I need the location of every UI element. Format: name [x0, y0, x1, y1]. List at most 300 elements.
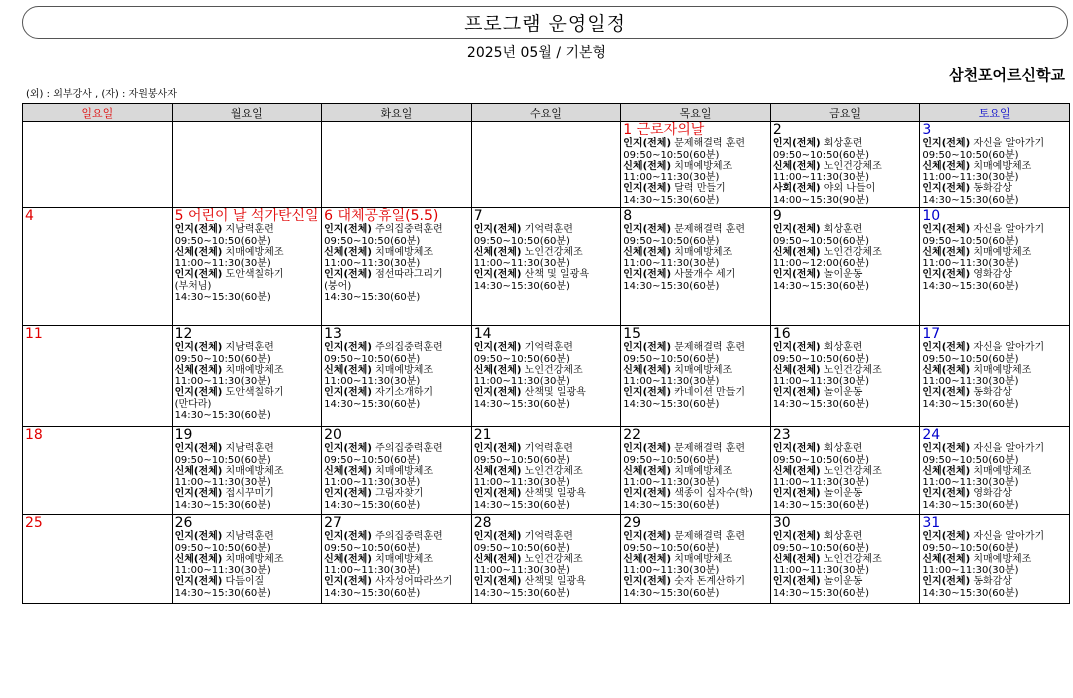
activity-item: [922, 269, 1067, 281]
activity-category: 신체(전체): [473, 364, 522, 376]
activity-time: 11:00~11:30(30분): [772, 565, 870, 576]
activity-time: 11:00~11:30(30분): [324, 258, 421, 269]
day-cell: [322, 515, 472, 604]
activity-category: 인지(전체): [174, 488, 223, 499]
activity-name: 노인건강체조: [823, 364, 882, 376]
day-cell: [23, 326, 173, 427]
day-cell: [23, 122, 173, 208]
activity-name: 놀이운동: [823, 488, 863, 499]
activity-time: 11:00~11:30(30분): [324, 477, 421, 488]
activity-name: 산책및 일광욕: [524, 576, 586, 587]
activity-name: 문제해결력 훈련: [674, 342, 746, 353]
activity-time: 11:00~11:30(30분): [174, 565, 271, 576]
activity-category: 인지(전체): [324, 488, 372, 499]
activity-item: [623, 443, 768, 455]
activity-category: 인지(전체): [623, 576, 672, 587]
activity-time: 11:00~11:30(30분): [473, 376, 570, 387]
day-number: 20: [324, 427, 342, 443]
activity-category: 신체(전체): [174, 364, 223, 376]
activity-name: 달력 만들기: [674, 183, 726, 194]
activity-name: 도안색칠하기(만다라): [174, 387, 284, 410]
activity-time: 11:00~11:30(30분): [922, 477, 1019, 488]
activity-time: 09:50~10:50(60분): [623, 235, 720, 247]
activity-category: 신체(전체): [922, 246, 971, 258]
activity-name: 회상훈련: [823, 342, 863, 353]
activity-category: 인지(전체): [324, 387, 372, 398]
activity-item: [623, 387, 768, 399]
day-cell: [621, 515, 771, 604]
activity-name: 주의집중력훈련: [375, 224, 443, 235]
activity-category: 신체(전체): [772, 465, 821, 477]
activity-item: [773, 138, 918, 150]
day-cell: [23, 208, 173, 326]
activity-item: [474, 488, 619, 500]
activity-time: 09:50~10:50(60분): [623, 149, 720, 161]
activity-category: 신체(전체): [623, 246, 672, 258]
activity-item: [922, 488, 1067, 500]
activity-item: [474, 576, 619, 588]
activity-category: 신체(전체): [473, 553, 522, 565]
holiday-label: 근로자의날: [636, 122, 705, 138]
day-cell: [920, 122, 1070, 208]
activity-category: 인지(전체): [922, 531, 971, 542]
activity-category: 인지(전체): [922, 269, 971, 280]
week-row: [23, 427, 1070, 515]
activity-time: 09:50~10:50(60분): [922, 353, 1019, 365]
activity-time: 11:00~11:30(30분): [922, 565, 1019, 576]
day-header: [922, 327, 1067, 342]
activity-item: [474, 443, 619, 455]
activity-name: 야외 나들이: [823, 183, 876, 194]
page-title: 프로그램 운영일정: [464, 13, 626, 35]
day-number: 23: [772, 427, 791, 443]
activity-name: 그림자찾기: [375, 488, 424, 499]
activity-item: [922, 183, 1067, 195]
activity-name: 기억력훈련: [524, 443, 573, 454]
activity-time: 11:00~11:30(30분): [473, 258, 570, 269]
activity-item: [175, 387, 320, 410]
day-number: 5: [174, 208, 184, 224]
activity-item: [324, 247, 469, 259]
activity-time: 11:00~11:30(30분): [623, 565, 720, 576]
activity-item: [324, 224, 469, 236]
activity-time: 09:50~10:50(60분): [324, 353, 421, 365]
activity-item: [175, 576, 320, 588]
activity-category: 신체(전체): [922, 364, 971, 376]
day-cell: [621, 427, 771, 515]
activity-category: 신체(전체): [324, 553, 372, 565]
activity-item: [175, 342, 320, 354]
day-cell: [322, 326, 472, 427]
activity-category: 인지(전체): [623, 138, 672, 149]
activity-name: 주의집중력훈련: [375, 443, 443, 454]
activity-name: 산책 및 일광욕: [524, 269, 589, 280]
day-cell: [172, 427, 322, 515]
activity-time: 14:30~15:30(60분): [623, 587, 720, 599]
activity-time: 14:30~15:30(60분): [174, 292, 271, 303]
activity-time: 11:00~11:30(30분): [922, 258, 1019, 269]
activity-category: 인지(전체): [623, 269, 672, 280]
activity-item: [623, 138, 768, 150]
day-cell: [23, 427, 173, 515]
day-number: 15: [623, 326, 642, 342]
activity-item: [623, 576, 768, 588]
activity-category: 인지(전체): [324, 576, 372, 587]
activity-time: 14:30~15:30(60분): [174, 410, 271, 421]
activity-name: 지남력훈련: [225, 224, 274, 235]
activity-item: [922, 387, 1067, 399]
weekday-header: 목요일: [621, 104, 771, 122]
activity-name: 자신을 알아가기: [973, 342, 1045, 353]
weekday-header: 월요일: [172, 104, 322, 122]
activity-name: 점선따라그리기(붕어): [324, 269, 443, 292]
activity-time: 14:30~15:30(60분): [922, 398, 1019, 410]
activity-category: 인지(전체): [922, 576, 971, 587]
activity-name: 주의집중력훈련: [375, 531, 443, 542]
school-name: 삼천포어르신학교: [949, 66, 1065, 84]
activity-time: 11:00~11:30(30분): [473, 477, 570, 488]
activity-name: 사물개수 세기: [674, 269, 736, 280]
activity-category: 인지(전체): [772, 443, 821, 454]
calendar-table: [22, 103, 1070, 604]
activity-name: 기억력훈련: [524, 531, 573, 542]
activity-item: [474, 224, 619, 236]
activity-time: 14:30~15:30(60분): [324, 587, 421, 599]
activity-category: 신체(전체): [922, 465, 971, 477]
day-cell: [770, 208, 920, 326]
activity-item: [773, 443, 918, 455]
activity-time: 11:00~11:30(30분): [324, 376, 421, 387]
day-number: 7: [473, 208, 483, 224]
day-number: 11: [25, 326, 43, 342]
activity-time: 14:30~15:30(60분): [473, 499, 570, 511]
activity-category: 인지(전체): [473, 531, 522, 542]
activity-category: 인지(전체): [772, 387, 821, 398]
day-cell: [621, 208, 771, 326]
weekday-header: 화요일: [322, 104, 472, 122]
activity-name: 치매예방체조: [225, 364, 284, 376]
activity-time: 09:50~10:50(60분): [922, 235, 1019, 247]
activity-item: [175, 269, 320, 292]
activity-category: 인지(전체): [473, 224, 522, 235]
activity-time: 14:00~15:30(90분): [772, 194, 870, 206]
activity-category: 신체(전체): [473, 465, 522, 477]
activity-time: 14:30~15:30(60분): [772, 280, 870, 292]
activity-item: [175, 466, 320, 478]
day-number: 13: [324, 326, 342, 342]
activity-category: 인지(전체): [324, 269, 372, 280]
activity-name: 동화감상: [973, 387, 1012, 398]
day-cell: [471, 208, 621, 326]
activity-name: 치매예방체조: [375, 465, 434, 477]
day-number: 1: [623, 122, 633, 138]
activity-name: 놀이운동: [823, 269, 863, 280]
day-cell: [770, 515, 920, 604]
activity-time: 09:50~10:50(60분): [473, 353, 570, 365]
day-number: 17: [922, 326, 941, 342]
day-cell: [621, 326, 771, 427]
activity-name: 접시꾸미기: [225, 488, 274, 499]
day-header: [773, 123, 918, 138]
day-cell: [920, 326, 1070, 427]
activity-category: 인지(전체): [922, 443, 971, 454]
day-header: [324, 209, 469, 224]
activity-item: [623, 247, 768, 259]
activity-item: [623, 161, 768, 173]
activity-time: 14:30~15:30(60분): [772, 587, 870, 599]
activity-name: 치매예방체조: [375, 246, 434, 258]
activity-item: [922, 224, 1067, 236]
weekday-header: 수요일: [471, 104, 621, 122]
activity-name: 자신을 알아가기: [973, 224, 1045, 235]
day-cell: [172, 326, 322, 427]
day-cell: [920, 515, 1070, 604]
activity-item: [623, 554, 768, 566]
activity-time: 11:00~12:00(60분): [772, 258, 870, 269]
activity-time: 09:50~10:50(60분): [174, 454, 271, 466]
activity-category: 인지(전체): [473, 342, 522, 353]
activity-name: 치매예방체조: [375, 553, 434, 565]
activity-name: 자신을 알아가기: [973, 138, 1045, 149]
activity-category: 인지(전체): [324, 531, 372, 542]
activity-item: [175, 443, 320, 455]
activity-item: [324, 365, 469, 377]
activity-name: 놀이운동: [823, 387, 863, 398]
holiday-label: 어린이 날 석가탄신일: [187, 208, 319, 224]
weekday-header: 금요일: [770, 104, 920, 122]
day-cell: [770, 326, 920, 427]
activity-category: 인지(전체): [174, 443, 223, 454]
day-header: [175, 428, 320, 443]
activity-item: [474, 531, 619, 543]
activity-item: [922, 576, 1067, 588]
activity-time: 11:00~11:30(30분): [623, 477, 720, 488]
activity-time: 14:30~15:30(60분): [324, 398, 421, 410]
activity-item: [175, 365, 320, 377]
activity-time: 14:30~15:30(60분): [473, 280, 570, 292]
activity-category: 인지(전체): [772, 269, 821, 280]
activity-name: 치매예방체조: [674, 160, 733, 172]
activity-category: 신체(전체): [324, 465, 372, 477]
activity-category: 사회(전체): [772, 183, 821, 194]
activity-name: 노인건강체조: [823, 160, 882, 172]
activity-time: 09:50~10:50(60분): [473, 454, 570, 466]
activity-category: 신체(전체): [174, 553, 223, 565]
activity-name: 노인건강체조: [524, 465, 583, 477]
activity-item: [773, 576, 918, 588]
activity-item: [922, 365, 1067, 377]
activity-category: 인지(전체): [623, 387, 672, 398]
activity-name: 회상훈련: [823, 138, 863, 149]
day-header: [25, 327, 170, 342]
activity-name: 주의집중력훈련: [375, 342, 443, 353]
day-number: 14: [473, 326, 492, 342]
activity-time: 11:00~11:30(30분): [623, 376, 720, 387]
activity-category: 신체(전체): [324, 364, 372, 376]
day-header: [474, 428, 619, 443]
activity-name: 노인건강체조: [524, 553, 583, 565]
activity-name: 숫자 돈계산하기: [674, 576, 746, 587]
day-header: [922, 209, 1067, 224]
day-number: 25: [25, 515, 43, 531]
activity-time: 14:30~15:30(60분): [324, 292, 421, 303]
day-cell: [471, 122, 621, 208]
activity-category: 인지(전체): [623, 488, 672, 499]
day-number: 4: [25, 208, 34, 224]
activity-category: 인지(전체): [772, 576, 821, 587]
activity-category: 신체(전체): [623, 553, 672, 565]
activity-category: 인지(전체): [772, 488, 821, 499]
activity-time: 11:00~11:30(30분): [623, 172, 720, 183]
day-header: [773, 209, 918, 224]
activity-item: [773, 387, 918, 399]
day-header: [922, 123, 1067, 138]
activity-category: 인지(전체): [174, 224, 223, 235]
activity-time: 09:50~10:50(60분): [623, 353, 720, 365]
activity-category: 인지(전체): [623, 531, 672, 542]
activity-time: 09:50~10:50(60분): [174, 235, 271, 247]
activity-time: 14:30~15:30(60분): [623, 280, 720, 292]
activity-time: 11:00~11:30(30분): [922, 376, 1019, 387]
day-cell: [471, 326, 621, 427]
activity-item: [773, 247, 918, 259]
day-header: [623, 428, 768, 443]
activity-category: 인지(전체): [922, 342, 971, 353]
day-cell: [770, 122, 920, 208]
activity-item: [773, 554, 918, 566]
activity-time: 09:50~10:50(60분): [922, 542, 1019, 554]
day-header: [324, 428, 469, 443]
day-header: [623, 327, 768, 342]
activity-category: 인지(전체): [324, 342, 372, 353]
day-cell: [920, 427, 1070, 515]
day-number: 3: [922, 122, 932, 138]
activity-item: [922, 466, 1067, 478]
activity-item: [623, 466, 768, 478]
activity-time: 14:30~15:30(60분): [623, 194, 720, 206]
page-subtitle: 2025년 05월 / 기본형: [466, 45, 607, 61]
activity-time: 14:30~15:30(60분): [174, 587, 271, 599]
activity-name: 지남력훈련: [225, 443, 274, 454]
activity-category: 인지(전체): [922, 488, 971, 499]
activity-name: 기억력훈련: [524, 342, 573, 353]
activity-name: 영화감상: [973, 488, 1012, 499]
day-cell: [172, 208, 322, 326]
activity-time: 09:50~10:50(60분): [623, 454, 720, 466]
day-cell: [172, 122, 322, 208]
activity-category: 신체(전체): [623, 160, 672, 172]
activity-time: 09:50~10:50(60분): [473, 542, 570, 554]
day-number: 12: [174, 326, 193, 342]
activity-name: 노인건강체조: [823, 465, 882, 477]
activity-name: 노인건강체조: [524, 246, 583, 258]
day-cell: [172, 515, 322, 604]
day-cell: [471, 427, 621, 515]
activity-time: 11:00~11:30(30분): [324, 565, 421, 576]
activity-item: [773, 365, 918, 377]
day-number: 31: [922, 515, 941, 531]
activity-time: 14:30~15:30(60분): [623, 398, 720, 410]
activity-category: 인지(전체): [623, 342, 672, 353]
activity-name: 기억력훈련: [524, 224, 573, 235]
activity-time: 11:00~11:30(30분): [772, 477, 870, 488]
activity-name: 동화감상: [973, 183, 1012, 194]
week-row: [23, 326, 1070, 427]
week-row: [23, 515, 1070, 604]
day-header: [324, 516, 469, 531]
activity-category: 신체(전체): [772, 553, 821, 565]
activity-name: 지남력훈련: [225, 531, 274, 542]
day-cell: [920, 208, 1070, 326]
activity-time: 14:30~15:30(60분): [772, 398, 870, 410]
activity-name: 회상훈련: [823, 224, 863, 235]
activity-time: 09:50~10:50(60분): [174, 353, 271, 365]
activity-name: 문제해결력 훈련: [674, 138, 746, 149]
day-number: 10: [922, 208, 941, 224]
activity-name: 치매예방체조: [375, 364, 434, 376]
activity-name: 자신을 알아가기: [973, 443, 1045, 454]
activity-category: 신체(전체): [174, 465, 223, 477]
activity-category: 인지(전체): [623, 443, 672, 454]
activity-item: [324, 269, 469, 292]
title-box: [22, 6, 1068, 39]
day-header: [25, 428, 170, 443]
activity-name: 지남력훈련: [225, 342, 274, 353]
activity-category: 인지(전체): [174, 531, 223, 542]
activity-category: 신체(전체): [623, 465, 672, 477]
activity-time: 09:50~10:50(60분): [324, 542, 421, 554]
weekday-header-row: [23, 104, 1070, 122]
activity-item: [922, 554, 1067, 566]
day-number: 9: [772, 208, 782, 224]
activity-category: 인지(전체): [174, 269, 223, 280]
activity-item: [623, 183, 768, 195]
day-number: 8: [623, 208, 633, 224]
activity-item: [773, 342, 918, 354]
activity-name: 노인건강체조: [524, 364, 583, 376]
activity-item: [623, 531, 768, 543]
day-header: [175, 327, 320, 342]
activity-item: [623, 269, 768, 281]
day-number: 27: [324, 515, 342, 531]
activity-name: 동화감상: [973, 576, 1012, 587]
day-header: [922, 428, 1067, 443]
day-number: 19: [174, 427, 193, 443]
activity-item: [175, 224, 320, 236]
activity-time: 14:30~15:30(60분): [922, 587, 1019, 599]
activity-name: 치매예방체조: [674, 465, 733, 477]
activity-name: 산책및 일광욕: [524, 488, 586, 499]
activity-category: 인지(전체): [473, 269, 522, 280]
activity-name: 치매예방체조: [973, 364, 1032, 376]
activity-time: 11:00~11:30(30분): [772, 172, 870, 183]
activity-name: 영화감상: [973, 269, 1012, 280]
day-number: 22: [623, 427, 642, 443]
activity-item: [623, 224, 768, 236]
activity-item: [922, 443, 1067, 455]
activity-name: 자기소개하기: [375, 387, 434, 398]
activity-category: 신체(전체): [922, 553, 971, 565]
activity-name: 치매예방체조: [674, 553, 733, 565]
activity-category: 신체(전체): [772, 160, 821, 172]
day-number: 28: [473, 515, 492, 531]
activity-item: [324, 576, 469, 588]
day-number: 21: [473, 427, 492, 443]
activity-name: 치매예방체조: [973, 465, 1032, 477]
activity-category: 인지(전체): [473, 387, 522, 398]
day-header: [623, 209, 768, 224]
activity-time: 09:50~10:50(60분): [473, 235, 570, 247]
